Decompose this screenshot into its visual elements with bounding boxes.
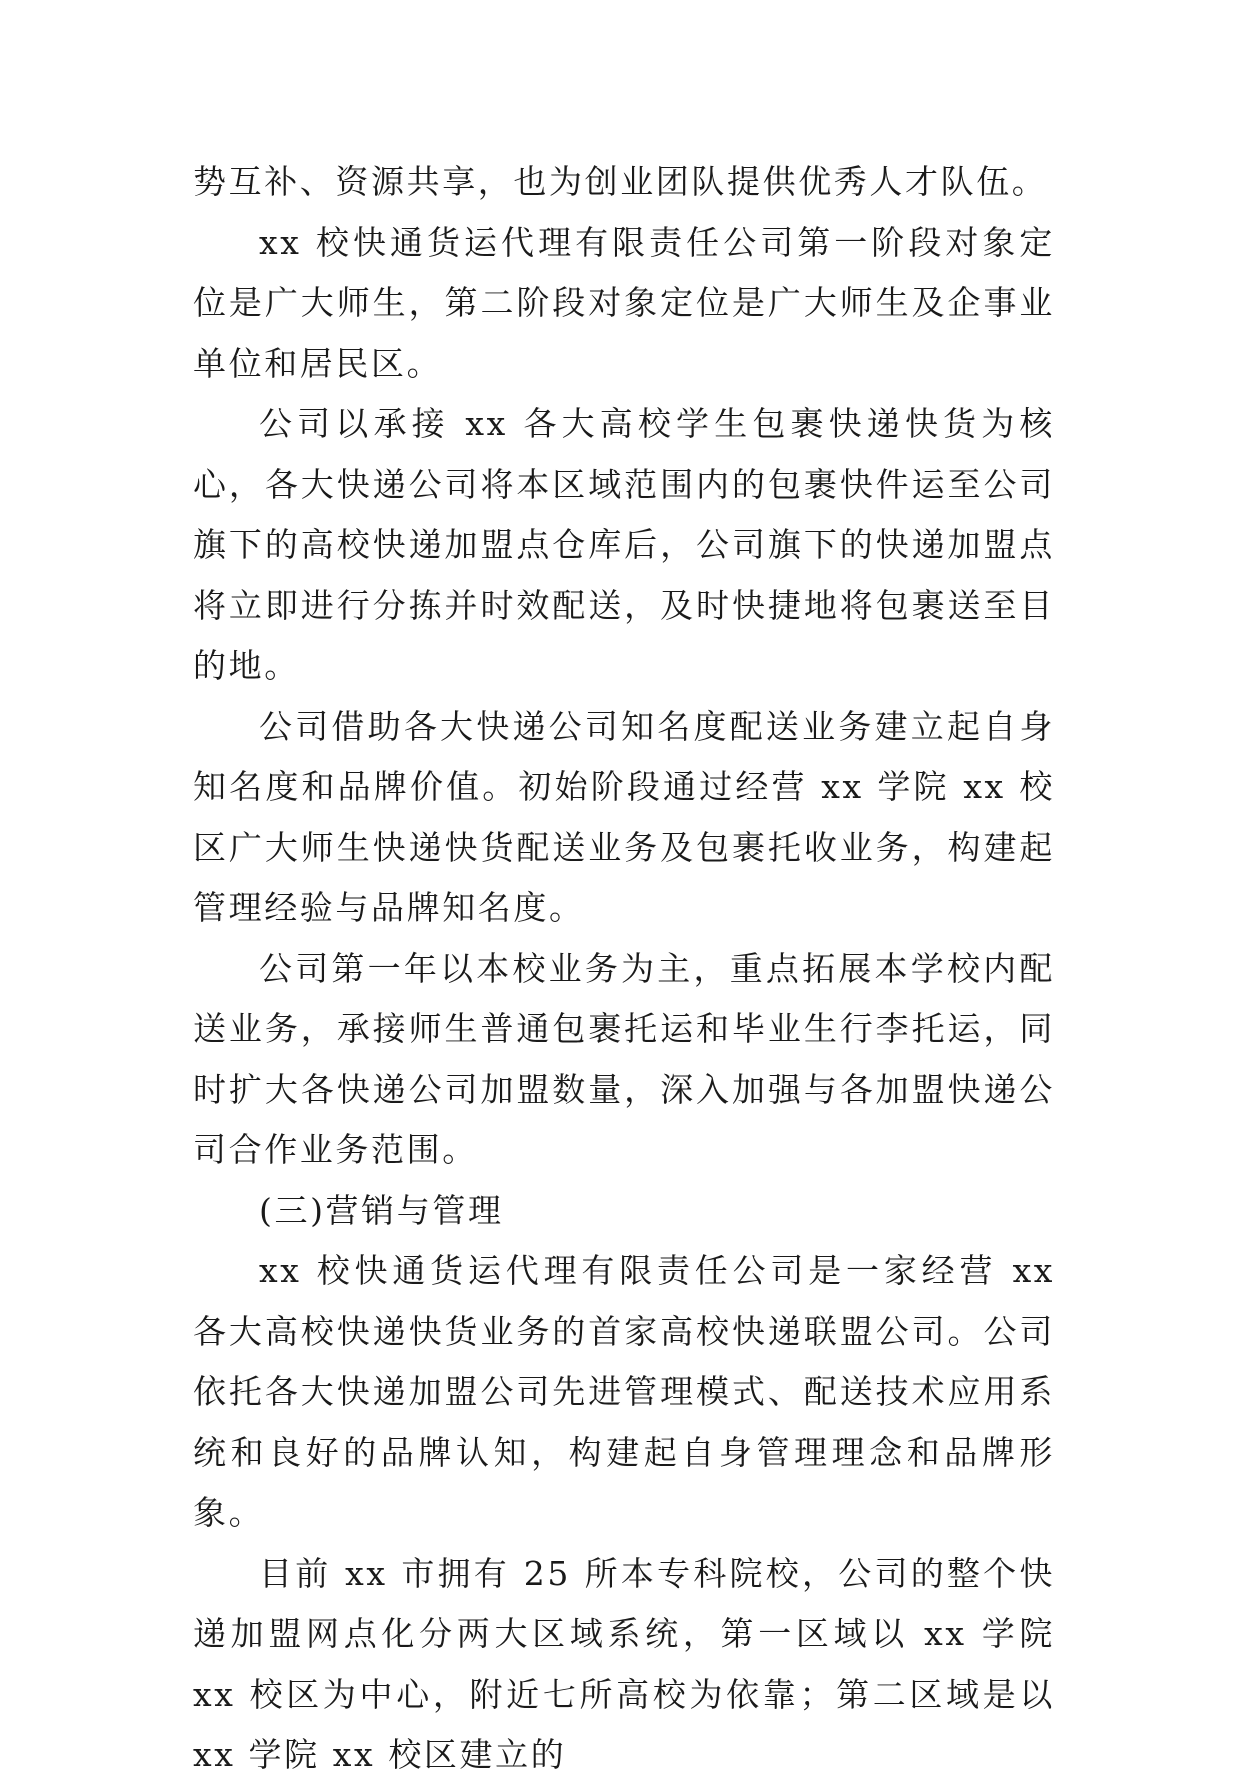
paragraph-brand-building: 公司借助各大快递公司知名度配送业务建立起自身知名度和品牌价值。初始阶段通过经营 xx 学院 xx 校区广大师生快递快货配送业务及包裹托收业务，构建起管理经验与品牌知名度。 <box>193 706 1055 927</box>
section-heading-marketing-management: (三)营销与管理 <box>259 1190 504 1230</box>
paragraph-core-business: 公司以承接 xx 各大高校学生包裹快递快货为核心，各大快递公司将本区域范围内的包裹快件运至公司旗下的高校快递加盟点仓库后，公司旗下的快递加盟点将立即进行分拣并时效配送，及时快捷地将包裹送至目的地。 <box>193 404 1055 685</box>
paragraph-target-positioning: xx 校快通货运代理有限责任公司第一阶段对象定位是广大师生，第二阶段对象定位是广大师生及企事业单位和居民区。 <box>193 222 1055 383</box>
paragraph-first-year-plan: 公司第一年以本校业务为主，重点拓展本学校内配送业务，承接师生普通包裹托运和毕业生行李托运，同时扩大各快递公司加盟数量，深入加强与各加盟快递公司合作业务范围。 <box>193 948 1055 1169</box>
paragraph-company-overview: xx 校快通货运代理有限责任公司是一家经营 xx 各大高校快递快货业务的首家高校快递联盟公司。公司依托各大快递加盟公司先进管理模式、配送技术应用系统和良好的品牌认知，构建起自身管理理念和品牌形象。 <box>193 1251 1055 1532</box>
document-body <box>193 152 1055 1786</box>
paragraph-network-regions: 目前 xx 市拥有 25 所本专科院校，公司的整个快递加盟网点化分两大区域系统，第一区域以 xx 学院 xx 校区为中心，附近七所高校为依靠；第二区域是以 xx 学院 xx 校区建立的 <box>193 1553 1055 1774</box>
paragraph-continuation: 势互补、资源共享，也为创业团队提供优秀人才队伍。 <box>193 162 1048 201</box>
